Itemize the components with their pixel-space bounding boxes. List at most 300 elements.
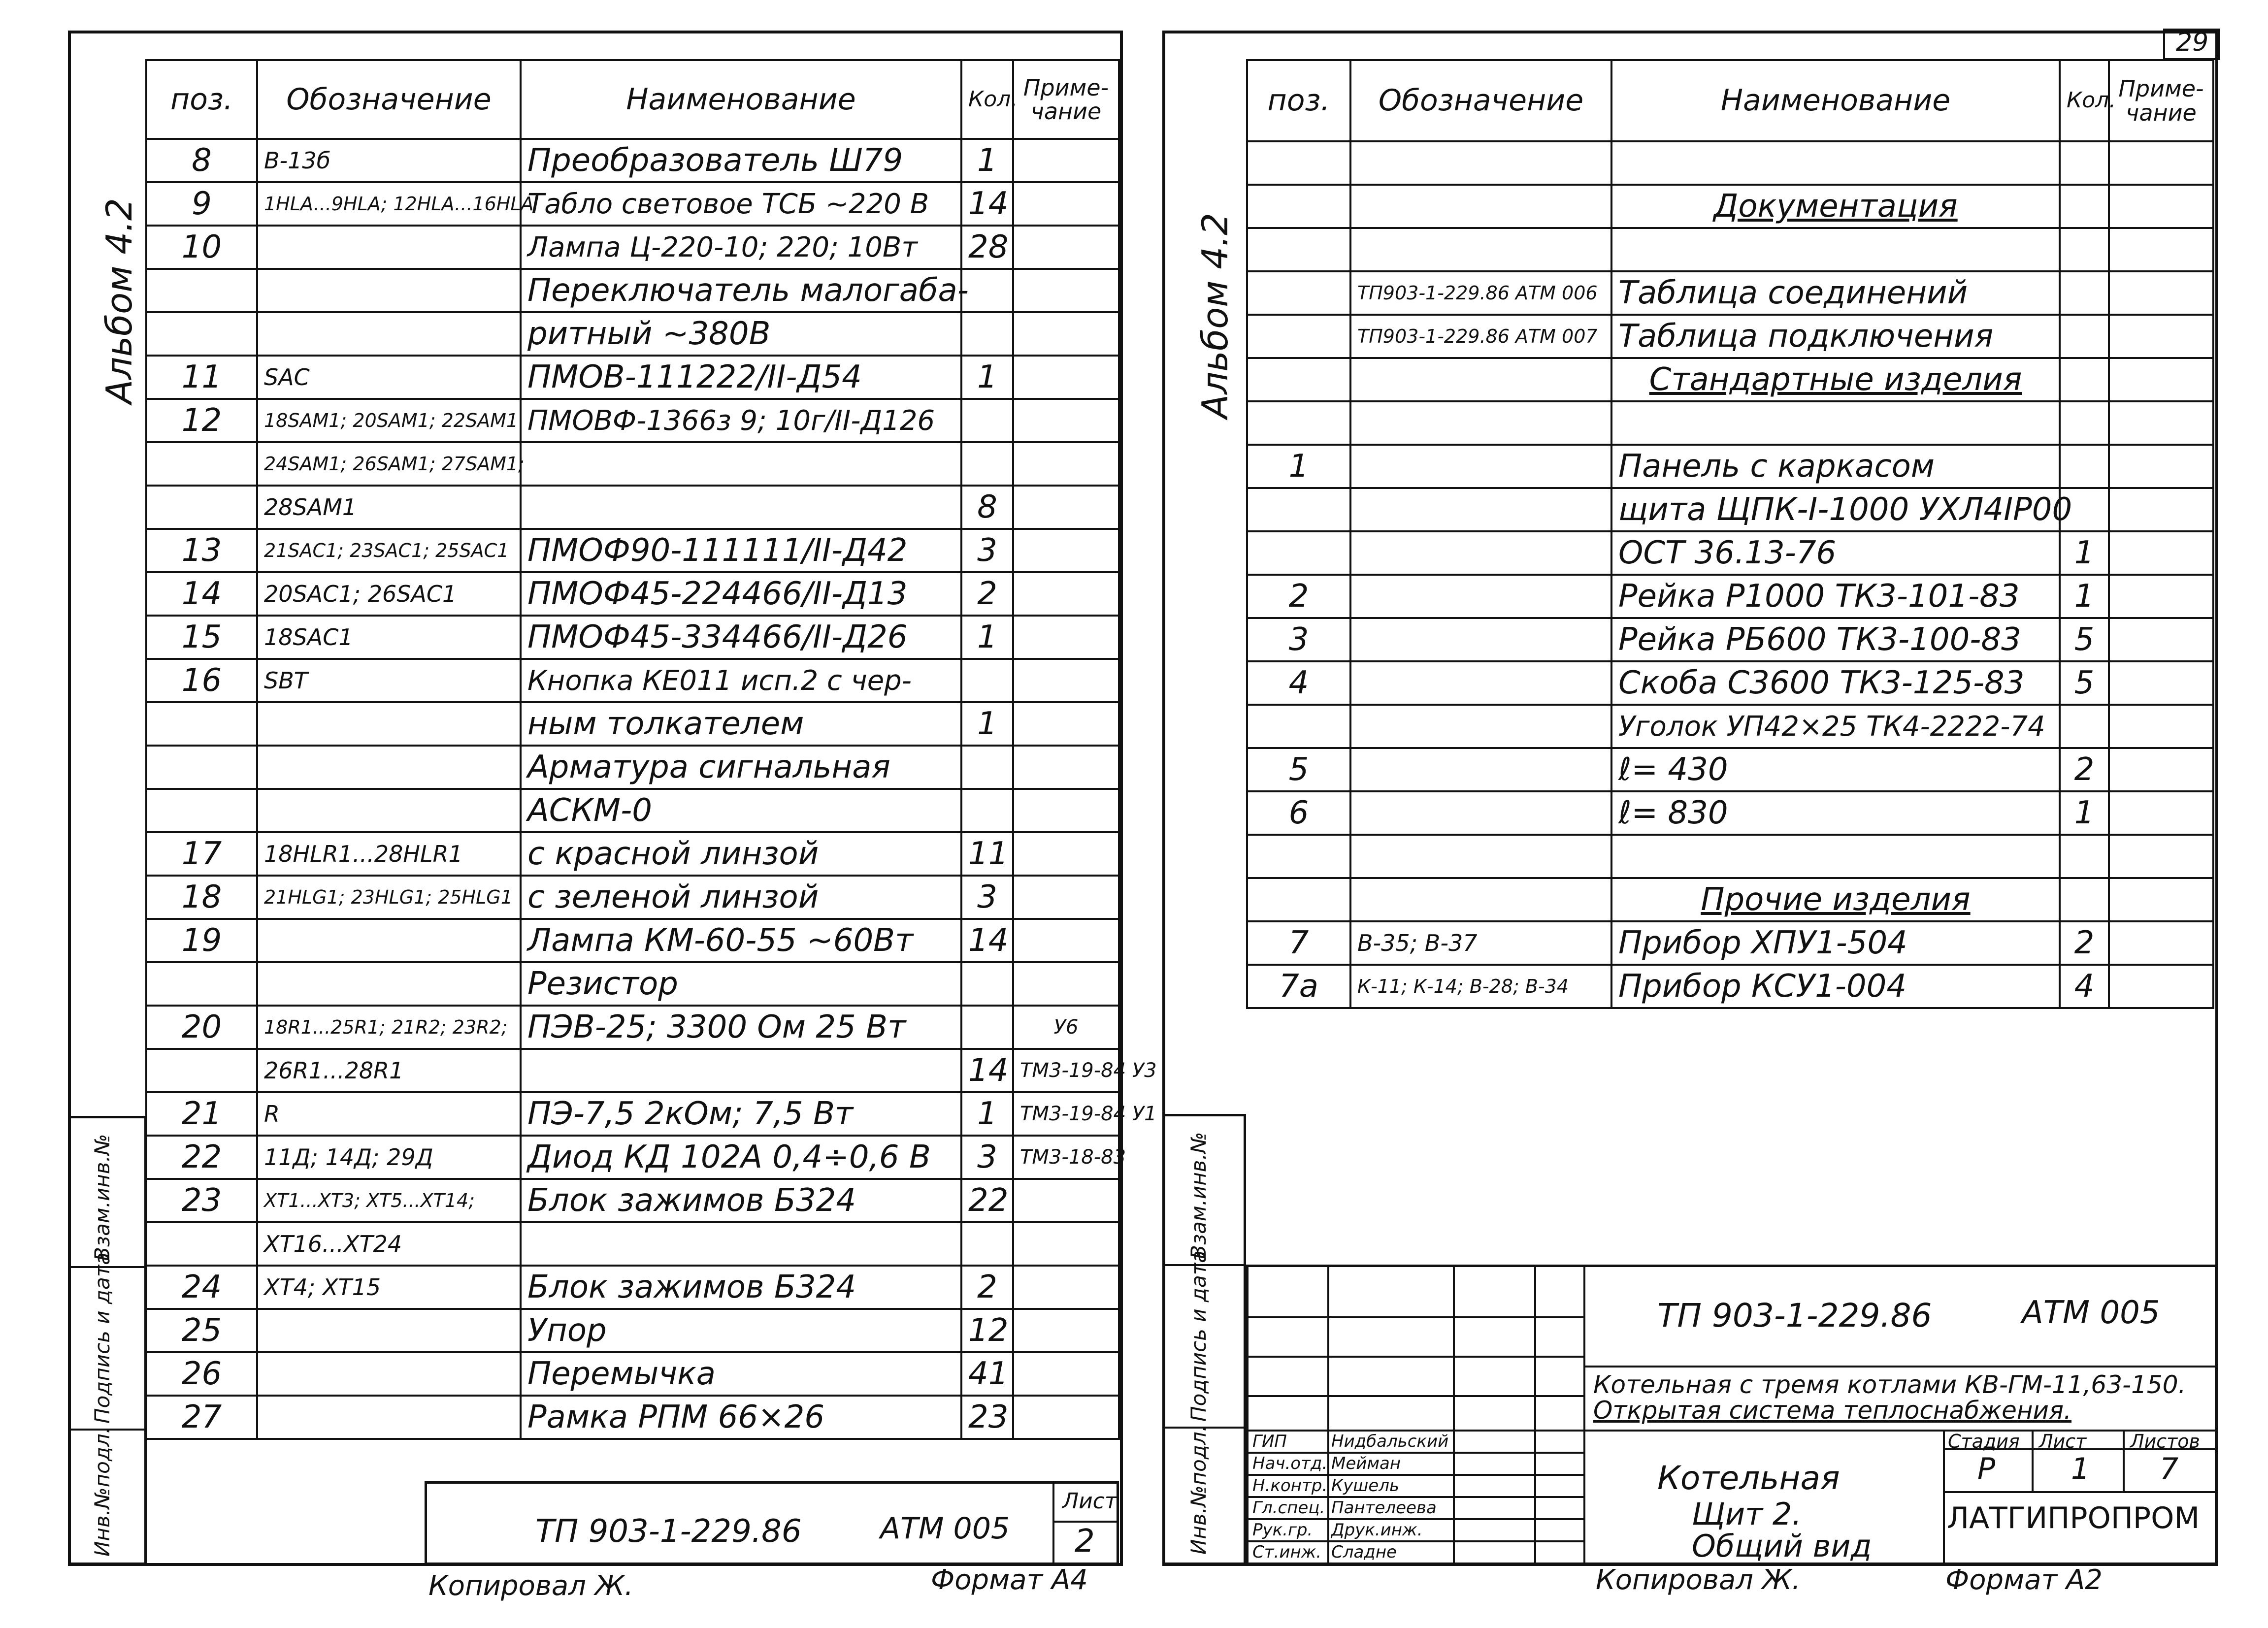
row-designation — [1350, 575, 1611, 618]
row-note — [1013, 486, 1119, 529]
row-name — [521, 356, 961, 399]
row-pos-text: 8 — [192, 142, 212, 179]
row-name-text: Рамка РПМ 66×26 — [527, 1399, 825, 1435]
row-name-text: Таблица соединений — [1618, 275, 1968, 311]
row-qty — [2060, 748, 2109, 791]
table-row — [1247, 575, 2213, 618]
row-qty — [2060, 185, 2109, 228]
row-pos-text: 5 — [1288, 751, 1309, 788]
table-row — [1247, 271, 2213, 315]
row-name — [1611, 618, 2060, 661]
row-pos-text: 27 — [181, 1399, 222, 1435]
row-pos-text: 20 — [181, 1009, 222, 1045]
row-note — [2109, 531, 2213, 575]
table-row — [146, 399, 1119, 442]
row-qty — [961, 1352, 1013, 1396]
row-note-text: У6 — [1053, 1016, 1079, 1039]
row-designation — [257, 919, 521, 962]
row-qty-text: 1 — [977, 619, 997, 655]
row-note — [2109, 271, 2213, 315]
row-name — [1611, 358, 2060, 401]
row-name — [521, 1352, 961, 1396]
row-pos-text: 3 — [1288, 621, 1309, 658]
right-album-label: Альбом 4.2 — [1194, 213, 1236, 419]
row-pos — [146, 529, 257, 572]
title-block — [1246, 1265, 2217, 1565]
page-number: 29 — [2176, 28, 2209, 57]
role-name: Пантелеева — [1331, 1498, 1437, 1518]
row-designation — [1350, 141, 1611, 185]
row-designation — [1350, 618, 1611, 661]
table-row — [146, 1136, 1119, 1179]
row-designation — [257, 486, 521, 529]
row-pos — [146, 876, 257, 919]
row-qty — [961, 1222, 1013, 1266]
row-pos — [146, 1006, 257, 1049]
row-designation — [1350, 878, 1611, 921]
row-designation — [257, 182, 534, 226]
row-name-text: Упор — [527, 1312, 607, 1349]
table-row — [146, 832, 1119, 876]
header-designation: Обозначение — [1350, 60, 1611, 141]
title-object: Котельная — [1657, 1459, 1840, 1497]
row-pos — [1247, 965, 1350, 1008]
row-designation-text: 26R1...28R1 — [264, 1057, 404, 1084]
row-designation — [257, 226, 521, 269]
org-name: ЛАТГИПРОПРОМ — [1947, 1501, 2200, 1535]
row-designation-text: 18SAC1 — [264, 624, 353, 651]
row-name-text: ритный ~380В — [527, 316, 771, 352]
role-name: Сладне — [1331, 1542, 1397, 1562]
row-name-text: Рейка Р1000 ТК3-101-83 — [1618, 578, 2020, 615]
row-name-text: Преобразователь Ш79 — [527, 142, 903, 179]
role-label: ГИП — [1252, 1432, 1287, 1451]
row-designation-text: 18SAM1; 20SAM1; 22SAM1 — [264, 410, 519, 431]
row-qty-text: 2 — [977, 1269, 997, 1305]
table-row — [146, 139, 1119, 182]
row-name — [521, 139, 961, 182]
row-pos — [146, 1309, 257, 1352]
row-qty — [2060, 791, 2109, 835]
row-pos — [1247, 401, 1350, 445]
row-qty — [2060, 921, 2109, 965]
row-designation — [257, 1092, 521, 1136]
title-drawing: Щит 2. — [1692, 1496, 1802, 1532]
row-note — [1013, 269, 1119, 312]
row-name — [521, 269, 969, 312]
sheets-label: Листов — [2130, 1431, 2200, 1452]
row-note — [1013, 919, 1119, 962]
table-row — [146, 529, 1119, 572]
row-qty-text: 14 — [968, 186, 1009, 222]
header-name: Наименование — [1611, 60, 2060, 141]
right-strip-vzam: Взам.инв.№ — [1186, 1132, 1211, 1259]
row-qty-text: 5 — [2074, 621, 2095, 658]
table-row — [1247, 358, 2213, 401]
row-name-text: Документация — [1713, 188, 1958, 225]
row-note — [1013, 442, 1119, 486]
row-name — [1611, 835, 2060, 878]
row-name — [521, 399, 961, 442]
row-designation — [257, 529, 521, 572]
role-label: Н.контр. — [1252, 1476, 1328, 1496]
row-qty-text: 8 — [977, 489, 997, 525]
row-pos — [1247, 531, 1350, 575]
row-pos — [146, 746, 257, 789]
row-designation — [1350, 445, 1611, 488]
row-name-text: ПЭВ-25; 3300 Ом 25 Вт — [527, 1009, 906, 1045]
row-designation-text: ТП903-1-229.86 АТМ 007 — [1357, 326, 1598, 347]
row-note — [1013, 226, 1119, 269]
row-pos-text: 4 — [1288, 665, 1309, 701]
row-qty-text: 11 — [968, 836, 1009, 872]
left-stamp-sheet-label: Лист — [1062, 1489, 1118, 1514]
header-note: Приме-чание — [2109, 60, 2213, 141]
row-name-text: ПМОФ45-334466/II-Д26 — [527, 619, 908, 655]
right-strip-inv: Инв.№подл. — [1186, 1425, 1211, 1555]
table-row — [1247, 835, 2213, 878]
row-pos-text: 26 — [181, 1356, 222, 1392]
row-qty — [961, 789, 1013, 832]
row-qty — [961, 1006, 1013, 1049]
row-pos — [1247, 141, 1350, 185]
row-note — [1013, 1309, 1119, 1352]
row-designation — [1350, 661, 1611, 705]
row-name-text: Табло световое ТСБ ~220 В — [527, 188, 929, 220]
table-row — [146, 659, 1119, 702]
row-pos — [146, 226, 257, 269]
row-note — [1013, 312, 1119, 356]
row-designation — [257, 1222, 521, 1266]
row-note — [1013, 572, 1119, 616]
role-name: Друк.инж. — [1331, 1520, 1423, 1540]
row-designation — [257, 1352, 521, 1396]
row-note — [1013, 1136, 1126, 1179]
role-label: Ст.инж. — [1252, 1542, 1322, 1562]
row-note — [1013, 1006, 1119, 1049]
row-pos — [146, 572, 257, 616]
row-name — [521, 1222, 961, 1266]
row-qty — [961, 659, 1013, 702]
row-pos — [1247, 618, 1350, 661]
row-note — [2109, 618, 2213, 661]
row-note — [2109, 185, 2213, 228]
row-designation — [257, 1006, 521, 1049]
row-pos — [1247, 271, 1350, 315]
header-designation: Обозначение — [257, 60, 521, 139]
row-name — [521, 226, 961, 269]
row-name — [1611, 878, 2060, 921]
table-row — [1247, 618, 2213, 661]
row-name — [1611, 661, 2060, 705]
row-qty-text: 12 — [968, 1312, 1009, 1349]
row-pos — [1247, 878, 1350, 921]
row-qty-text: 28 — [968, 229, 1009, 265]
row-pos — [146, 269, 257, 312]
left-strip-podpis: Подпись и дата — [90, 1252, 114, 1424]
row-pos-text: 9 — [192, 186, 212, 222]
row-name — [1611, 921, 2060, 965]
row-pos — [1247, 488, 1350, 531]
row-name — [521, 1396, 961, 1439]
row-pos — [146, 1179, 257, 1222]
row-pos-text: 2 — [1288, 578, 1309, 615]
table-row — [146, 226, 1119, 269]
row-pos-text: 22 — [181, 1139, 222, 1175]
row-note — [2109, 921, 2213, 965]
role-label: Нач.отд. — [1252, 1454, 1328, 1473]
right-side-strip — [1162, 1114, 1246, 1565]
right-spec-table — [1246, 59, 2214, 1009]
left-spec-table — [145, 59, 1157, 1440]
row-pos-text: 6 — [1288, 795, 1309, 831]
row-designation — [257, 659, 521, 702]
row-name — [1611, 488, 2072, 531]
row-name-text: Прибор КСУ1-004 — [1618, 968, 1907, 1005]
row-pos — [146, 399, 257, 442]
row-pos — [146, 659, 257, 702]
table-row — [146, 1092, 1119, 1136]
row-pos — [1247, 748, 1350, 791]
row-qty-text: 5 — [2074, 665, 2095, 701]
row-note — [1013, 1396, 1119, 1439]
row-name — [1611, 575, 2060, 618]
row-name — [521, 1309, 961, 1352]
sheet-label: Лист — [2039, 1431, 2087, 1452]
row-name — [521, 1092, 961, 1136]
row-qty — [961, 1136, 1013, 1179]
sheets-value: 7 — [2160, 1452, 2179, 1486]
row-name-text: Прочие изделия — [1701, 881, 1971, 918]
row-note — [2109, 575, 2213, 618]
row-qty — [2060, 228, 2109, 271]
table-row — [1247, 921, 2213, 965]
row-qty-text: 3 — [977, 879, 997, 915]
left-side-strip — [68, 1116, 147, 1565]
row-note — [2109, 661, 2213, 705]
table-row — [146, 1352, 1119, 1396]
row-designation — [1350, 705, 1611, 748]
row-note — [1013, 876, 1119, 919]
row-note — [1013, 746, 1119, 789]
right-footer-format: Формат А2 — [1945, 1564, 2103, 1596]
row-designation — [257, 832, 521, 876]
row-qty-text: 22 — [968, 1182, 1009, 1219]
left-footer-format: Формат А4 — [931, 1564, 1088, 1596]
header-qty: Кол. — [961, 60, 1013, 139]
row-pos-text: 24 — [181, 1269, 222, 1305]
title-sub: АТМ 005 — [2022, 1295, 2160, 1331]
row-pos — [146, 442, 257, 486]
row-name — [521, 746, 961, 789]
table-row — [146, 1006, 1119, 1049]
row-qty — [961, 1266, 1013, 1309]
row-designation — [257, 356, 521, 399]
row-name — [521, 529, 961, 572]
row-qty — [961, 399, 1013, 442]
row-pos-text: 19 — [181, 922, 222, 959]
row-name — [1611, 185, 2060, 228]
table-row — [146, 1309, 1119, 1352]
row-qty-text: 2 — [977, 576, 997, 612]
row-name-text: ОСТ 36.13-76 — [1618, 535, 1837, 571]
row-designation — [257, 1049, 521, 1092]
row-name-text: ным толкателем — [527, 706, 804, 742]
row-name — [1611, 271, 2060, 315]
header-pos: поз. — [146, 60, 257, 139]
row-qty — [961, 616, 1013, 659]
row-qty — [961, 1309, 1013, 1352]
row-qty-text: 3 — [977, 532, 997, 569]
row-qty — [961, 529, 1013, 572]
row-designation — [257, 1266, 521, 1309]
row-note — [2109, 358, 2213, 401]
left-strip-inv: Инв.№подл. — [90, 1427, 114, 1557]
role-name: Нидбальский — [1331, 1432, 1449, 1451]
row-pos — [146, 1352, 257, 1396]
row-name — [1611, 791, 2060, 835]
row-note — [2109, 228, 2213, 271]
table-row — [146, 702, 1119, 746]
row-note-text: ТМ3-19-84 У3 — [1020, 1059, 1157, 1082]
row-name-text: Рейка РБ600 ТК3-100-83 — [1618, 621, 2021, 658]
table-row — [146, 269, 1119, 312]
row-pos — [146, 1222, 257, 1266]
row-pos — [146, 486, 257, 529]
row-name — [521, 876, 961, 919]
row-note — [1013, 702, 1119, 746]
row-note — [1013, 529, 1119, 572]
row-note — [1013, 356, 1119, 399]
row-qty — [961, 572, 1013, 616]
row-designation-text: 20SAC1; 26SAC1 — [264, 581, 457, 607]
row-designation-text: ТП903-1-229.86 АТМ 006 — [1357, 282, 1598, 304]
row-pos — [146, 1266, 257, 1309]
row-pos-text: 1 — [1288, 448, 1309, 485]
row-name-text: Кнопка КЕ011 исп.2 с чер- — [527, 664, 912, 697]
row-qty — [2060, 965, 2109, 1008]
left-strip-vzam: Взам.инв.№ — [90, 1134, 114, 1261]
row-pos — [1247, 185, 1350, 228]
row-designation-text: 11Д; 14Д; 29Д — [264, 1144, 433, 1171]
role-label: Гл.спец. — [1252, 1498, 1325, 1518]
row-name — [521, 919, 961, 962]
row-pos-text: 21 — [181, 1096, 222, 1132]
row-qty-text: 1 — [977, 1096, 997, 1132]
row-note — [2109, 705, 2213, 748]
row-pos — [146, 1136, 257, 1179]
table-row — [1247, 878, 2213, 921]
table-row — [1247, 141, 2213, 185]
row-name-text: Таблица подключения — [1618, 318, 1994, 355]
table-row — [146, 312, 1119, 356]
row-pos-text: 18 — [181, 879, 222, 915]
row-qty-text: 1 — [977, 359, 997, 395]
row-designation-text: В-13б — [264, 147, 331, 174]
row-designation — [257, 876, 521, 919]
row-pos — [1247, 358, 1350, 401]
row-designation — [257, 1396, 521, 1439]
row-name — [521, 616, 961, 659]
row-note — [1013, 616, 1119, 659]
table-row — [146, 1179, 1119, 1222]
row-name — [521, 789, 961, 832]
table-row — [146, 442, 1119, 486]
row-name-text: Блок зажимов Б324 — [527, 1269, 856, 1305]
table-row — [1247, 531, 2213, 575]
page-number-box — [2163, 29, 2220, 60]
row-designation-text: К-11; К-14; В-28; В-34 — [1357, 976, 1569, 997]
title-code: ТП 903-1-229.86 — [1657, 1297, 1932, 1335]
row-qty — [961, 182, 1013, 226]
row-note — [1013, 139, 1119, 182]
row-qty-text: 4 — [2074, 968, 2095, 1005]
row-pos-text: 10 — [181, 229, 222, 265]
role-name: Мейман — [1331, 1454, 1401, 1473]
row-pos — [146, 312, 257, 356]
row-designation-text: XT4; XT15 — [264, 1274, 381, 1301]
row-note — [2109, 315, 2213, 358]
row-qty — [2060, 878, 2109, 921]
table-row — [1247, 661, 2213, 705]
row-name — [1611, 748, 2060, 791]
title-drawing-2: Общий вид — [1692, 1528, 1872, 1564]
table-row — [146, 486, 1119, 529]
row-note — [1013, 962, 1119, 1006]
row-name-text: ℓ= 430 — [1618, 751, 1728, 788]
table-row — [146, 746, 1119, 789]
row-designation — [257, 572, 521, 616]
row-pos — [146, 1092, 257, 1136]
table-row — [1247, 315, 2213, 358]
row-pos — [146, 962, 257, 1006]
row-pos — [146, 182, 257, 226]
row-designation — [257, 746, 521, 789]
row-qty — [961, 962, 1013, 1006]
row-pos — [146, 702, 257, 746]
title-project-2: Открытая система теплоснабжения. — [1593, 1396, 2071, 1425]
row-name — [1611, 965, 2060, 1008]
row-note — [1013, 832, 1119, 876]
row-qty-text: 1 — [2074, 578, 2095, 615]
header-pos: поз. — [1247, 60, 1350, 141]
row-designation-text: 18R1...25R1; 21R2; 23R2; — [264, 1016, 508, 1038]
table-row — [146, 876, 1119, 919]
row-note — [2109, 835, 2213, 878]
row-name — [521, 962, 961, 1006]
row-pos-text: 25 — [181, 1312, 222, 1349]
row-name — [1611, 531, 2060, 575]
table-row — [1247, 445, 2213, 488]
row-name-text: ℓ= 830 — [1618, 795, 1728, 831]
row-pos — [146, 616, 257, 659]
row-note — [1013, 182, 1119, 226]
row-note — [2109, 401, 2213, 445]
row-qty-text: 1 — [977, 142, 997, 179]
row-pos-text: 23 — [181, 1182, 222, 1219]
row-note-text: ТМ3-19-84 У1 — [1020, 1103, 1157, 1125]
row-designation — [1350, 315, 1611, 358]
row-qty-text: 3 — [977, 1139, 997, 1175]
row-designation-text: SBT — [264, 667, 308, 694]
row-qty — [2060, 445, 2109, 488]
table-row — [146, 962, 1119, 1006]
row-designation-text: SAC — [264, 364, 310, 391]
row-pos — [146, 919, 257, 962]
row-qty — [961, 1396, 1013, 1439]
table-row — [146, 182, 1119, 226]
row-qty — [2060, 531, 2109, 575]
